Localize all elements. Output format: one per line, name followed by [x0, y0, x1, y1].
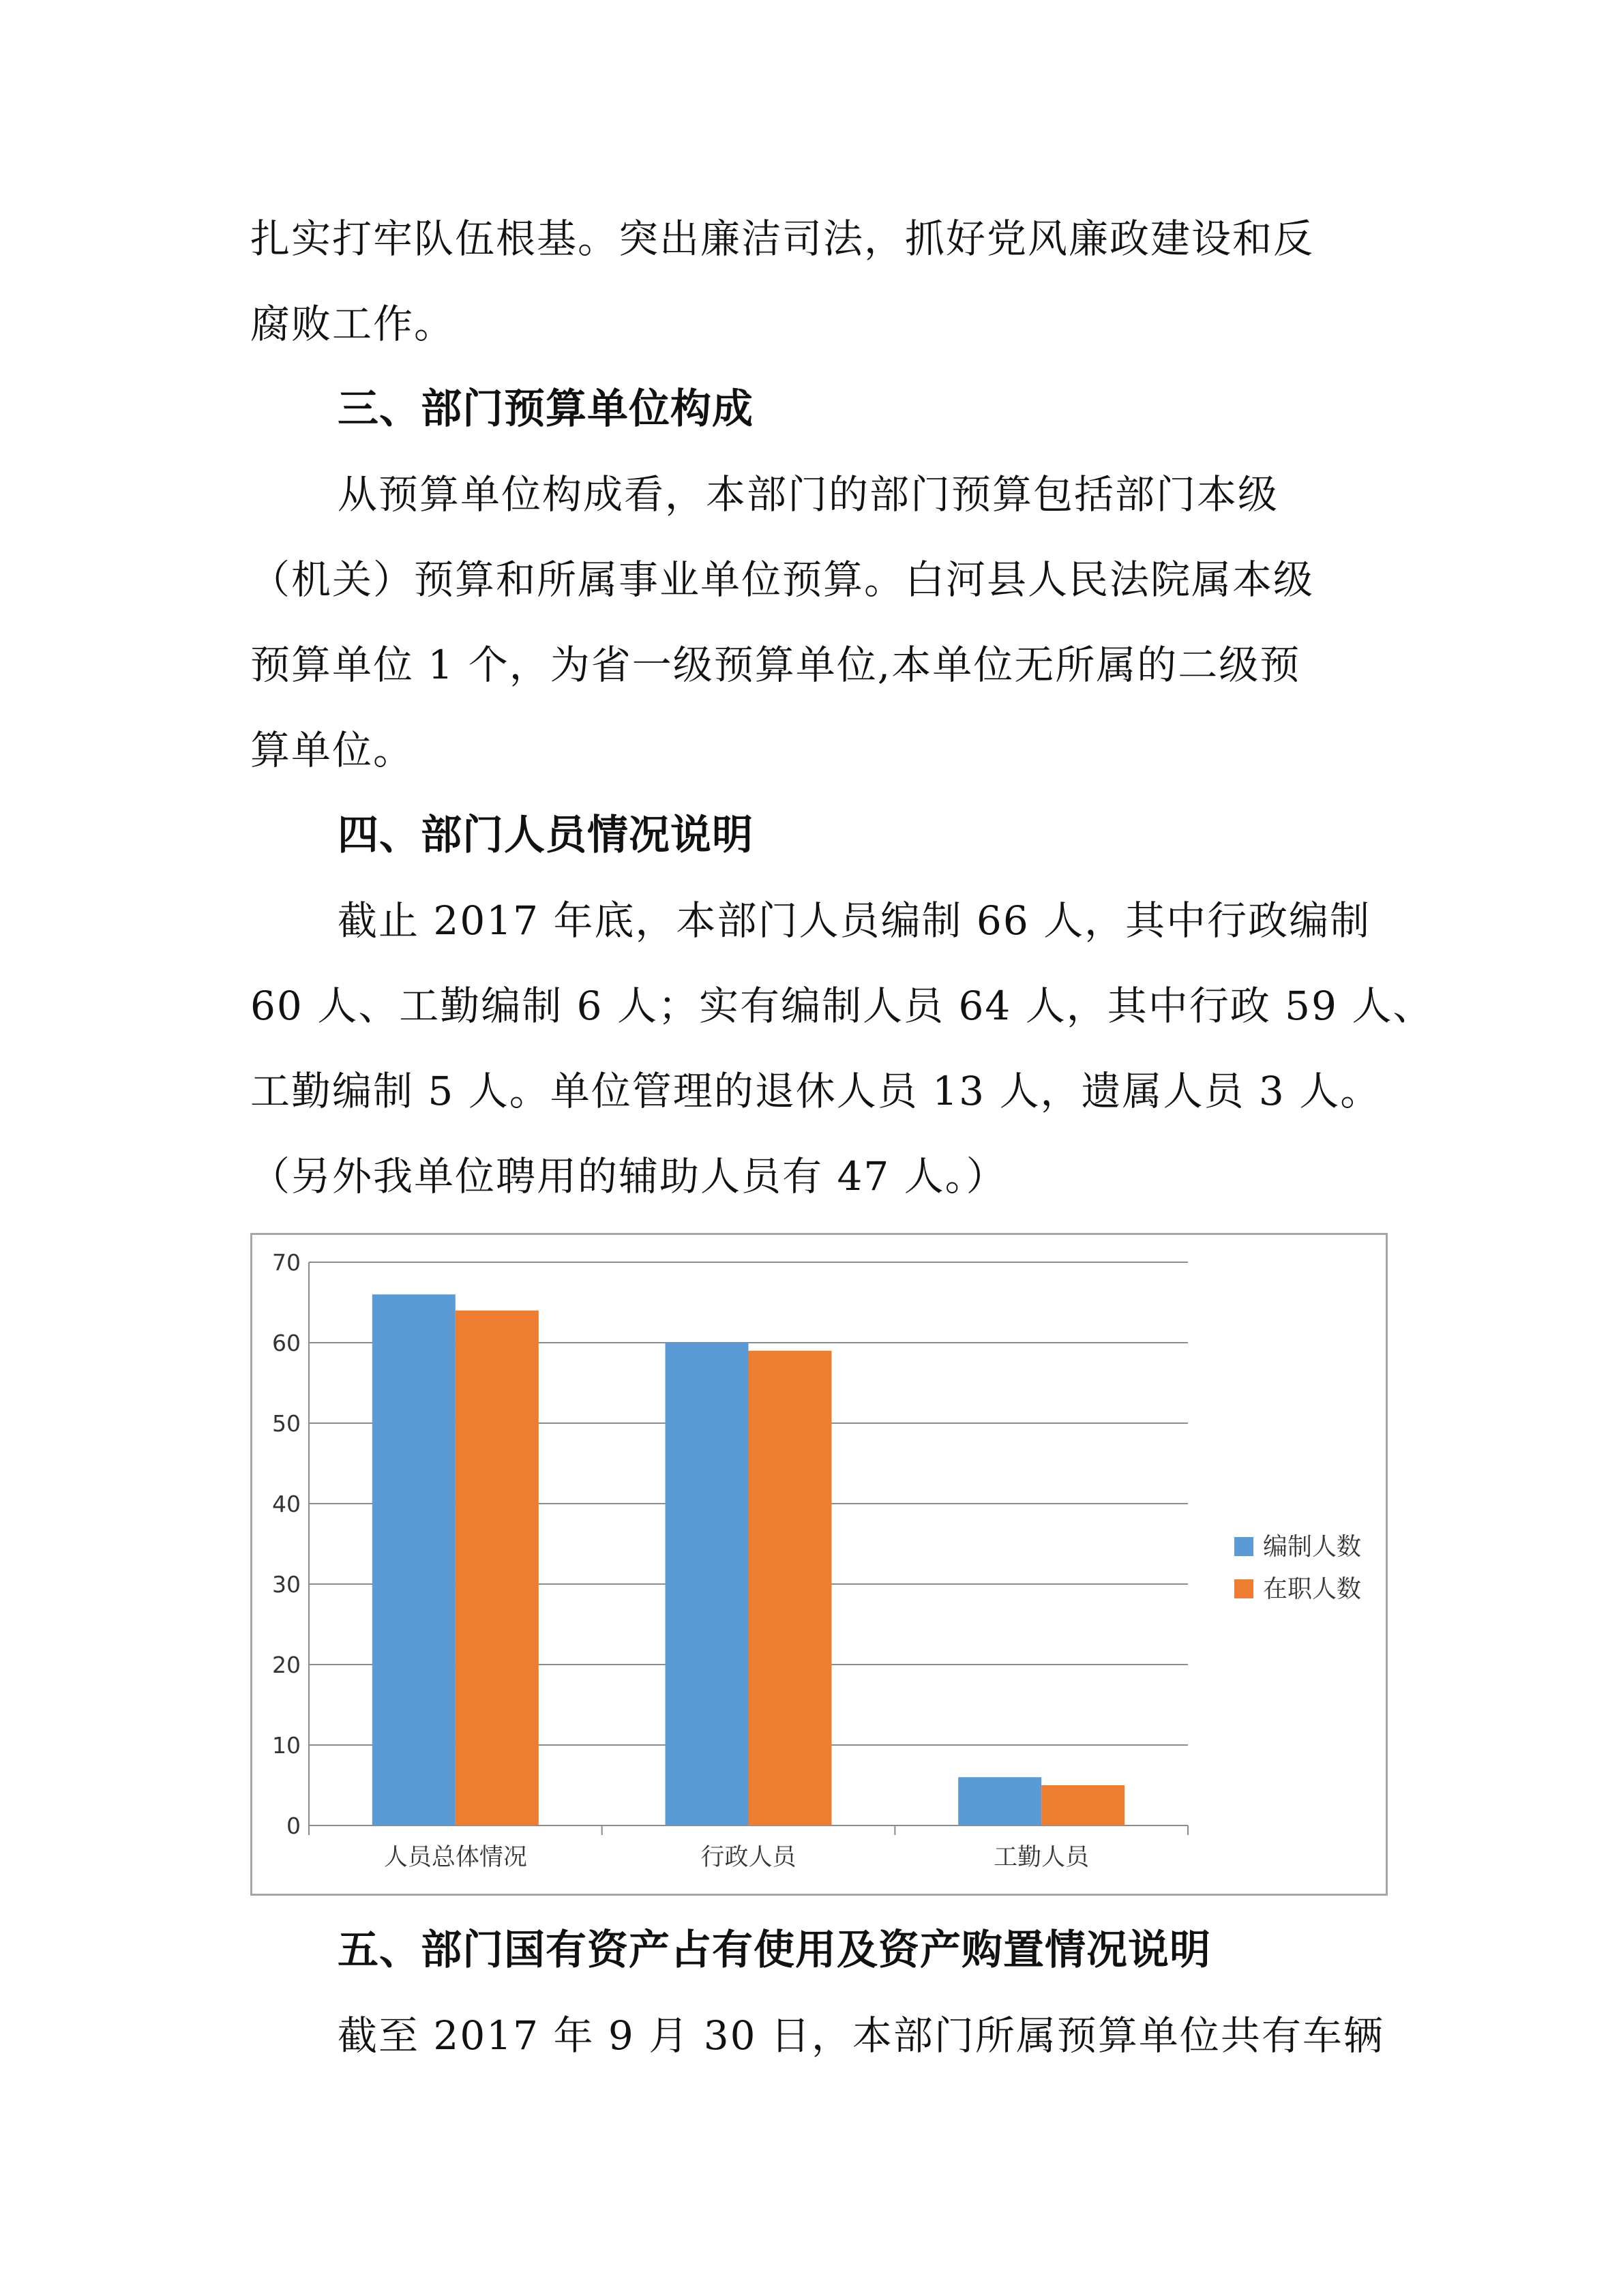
bar-bianzhi [372, 1294, 456, 1825]
y-tick-label: 60 [272, 1330, 301, 1356]
paragraph-line: 截止 2017 年底，本部门人员编制 66 人，其中行政编制 [338, 897, 1371, 944]
paragraph-line: （机关）预算和所属事业单位预算。白河县人民法院属本级 [250, 556, 1315, 603]
section-heading-5: 五、部门国有资产占有使用及资产购置情况说明 [338, 1926, 1211, 1974]
y-tick-label: 30 [272, 1571, 301, 1598]
paragraph-line: 预算单位 1 个，为省一级预算单位,本单位无所属的二级预 [250, 642, 1301, 688]
bar-bianzhi [666, 1343, 749, 1825]
bar-zaizhi [749, 1351, 832, 1825]
bar-zaizhi [456, 1311, 539, 1825]
y-tick-label: 50 [272, 1410, 301, 1437]
paragraph-line: 截至 2017 年 9 月 30 日，本部门所属预算单位共有车辆 [338, 2012, 1384, 2059]
paragraph-line: （另外我单位聘用的辅助人员有 47 人。） [250, 1153, 1007, 1199]
legend-swatch [1234, 1537, 1253, 1556]
paragraph-line: 扎实打牢队伍根基。突出廉洁司法，抓好党风廉政建设和反 [250, 215, 1315, 262]
y-tick-label: 70 [272, 1249, 301, 1276]
y-tick-label: 10 [272, 1732, 301, 1759]
paragraph-line: 腐败工作。 [250, 301, 456, 347]
bar-zaizhi [1041, 1785, 1125, 1825]
paragraph-line: 工勤编制 5 人。单位管理的退休人员 13 人，遗属人员 3 人。 [250, 1068, 1382, 1114]
paragraph-line: 从预算单位构成看，本部门的部门预算包括部门本级 [338, 471, 1279, 518]
x-category-label: 工勤人员 [994, 1844, 1090, 1871]
bar-bianzhi [958, 1777, 1041, 1825]
legend-label: 编制人数 [1263, 1533, 1362, 1561]
x-category-label: 人员总体情况 [383, 1844, 527, 1871]
legend-swatch [1234, 1579, 1253, 1598]
section-heading-3: 三、部门预算单位构成 [338, 385, 754, 433]
x-category-label: 行政人员 [700, 1844, 796, 1871]
y-tick-label: 0 [286, 1813, 301, 1839]
y-tick-label: 40 [272, 1491, 301, 1517]
chart-svg [252, 1235, 1390, 1898]
legend-label: 在职人数 [1263, 1575, 1362, 1603]
section-heading-4: 四、部门人员情况说明 [338, 811, 754, 859]
paragraph-line: 算单位。 [250, 727, 415, 773]
staff-bar-chart [250, 1233, 1388, 1896]
paragraph-line: 60 人、工勤编制 6 人；实有编制人员 64 人，其中行政 59 人、 [250, 983, 1434, 1029]
y-tick-label: 20 [272, 1652, 301, 1678]
